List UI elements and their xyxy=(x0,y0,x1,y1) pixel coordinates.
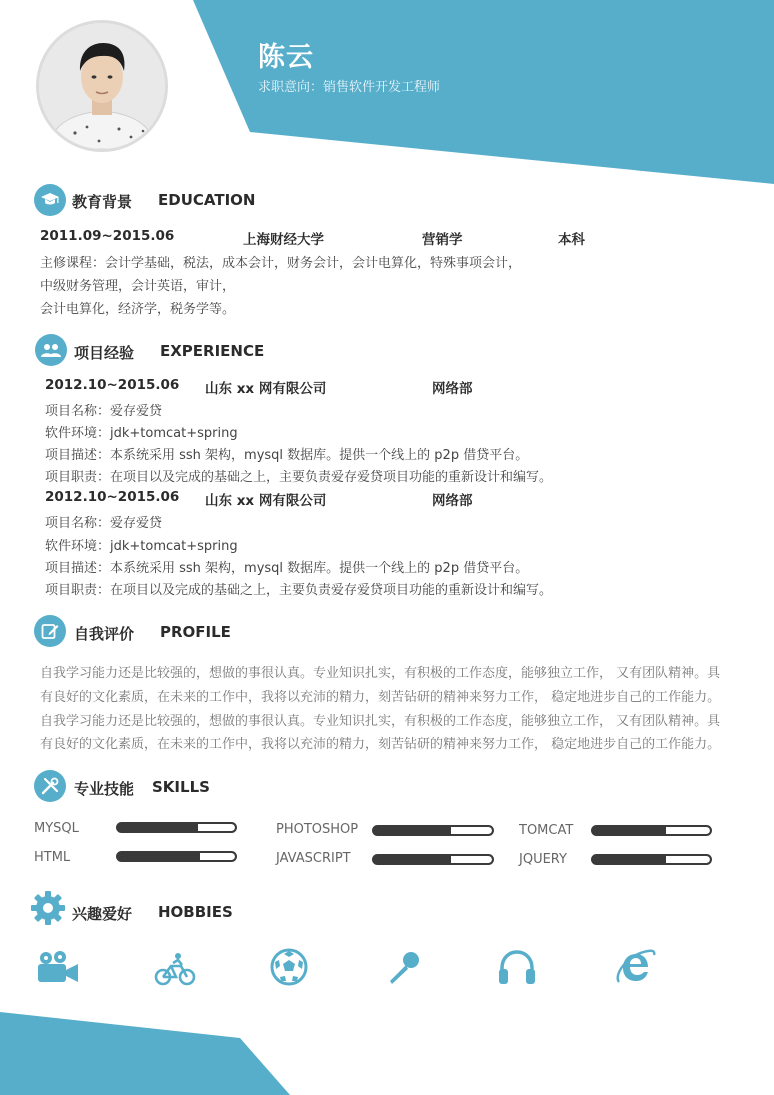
tools-icon xyxy=(34,770,66,802)
skill-bar-tomcat xyxy=(591,825,712,836)
skill-bar-html xyxy=(116,851,237,862)
profile-line: 自我学习能力还是比较强的，想做的事很认真。专业知识扎实，有积极的工作态度，能够独立工作， 又有团队精神。具 xyxy=(40,666,721,681)
job-line: 项目名称：爱存爱贷 xyxy=(45,404,163,419)
skill-label-html: HTML xyxy=(34,850,71,865)
job-line: 项目描述：本系统采用 ssh 架构，mysql 数据库。提供一个线上的 p2p 借贷平台。 xyxy=(45,448,529,463)
job-line: 项目职责：在项目以及完成的基础之上，主要负责爱存爱贷项目功能的重新设计和编写。 xyxy=(45,470,553,485)
job-line: 项目描述：本系统采用 ssh 架构，mysql 数据库。提供一个线上的 p2p 借贷平台。 xyxy=(45,561,529,576)
education-degree: 本科 xyxy=(558,232,585,248)
education-title: 教育背景 xyxy=(72,193,133,211)
profile-title: 自我评价 xyxy=(74,625,135,643)
skill-label-javascript: JAVASCRIPT xyxy=(276,851,351,866)
gear-icon xyxy=(30,890,66,926)
profile-line: 自我学习能力还是比较强的，想做的事很认真。专业知识扎实，有积极的工作态度，能够独立工作， 又有团队精神。具 xyxy=(40,714,721,729)
profile-line: 有良好的文化素质，在未来的工作中，我将以充沛的精力，刻苦钻研的精神来努力工作， 稳定地进步自己的工作能力。 xyxy=(40,690,721,705)
skill-label-jquery: JQUERY xyxy=(519,852,567,867)
experience-title: 项目经验 xyxy=(74,344,135,362)
job-company: 山东 xx 网有限公司 xyxy=(205,381,327,397)
candidate-name: 陈云 xyxy=(258,42,314,73)
internet-explorer-icon xyxy=(614,946,658,992)
job-line: 项目职责：在项目以及完成的基础之上，主要负责爱存爱贷项目功能的重新设计和编写。 xyxy=(45,583,553,598)
job-line: 项目名称：爱存爱贷 xyxy=(45,516,163,531)
education-line: 中级财务管理，会计英语，审计， xyxy=(40,279,236,294)
profile-title-en: PROFILE xyxy=(160,623,231,641)
job-company: 山东 xx 网有限公司 xyxy=(205,493,327,509)
skill-bar-photoshop xyxy=(372,825,494,836)
profile-line: 有良好的文化素质，在未来的工作中，我将以充沛的精力，刻苦钻研的精神来努力工作， 稳定地进步自己的工作能力。 xyxy=(40,737,721,752)
skills-title: 专业技能 xyxy=(74,780,135,798)
microphone-icon xyxy=(386,950,422,990)
graduation-cap-icon xyxy=(34,184,66,216)
skill-label-mysql: MYSQL xyxy=(34,821,79,836)
education-period: 2011.09~2015.06 xyxy=(40,228,175,244)
person-photo-icon xyxy=(39,23,165,149)
skill-bar-javascript xyxy=(372,854,494,865)
job-dept: 网络部 xyxy=(432,493,473,509)
job-period: 2012.10~2015.06 xyxy=(45,489,180,505)
skill-bar-jquery xyxy=(591,854,712,865)
footer-band xyxy=(0,1012,300,1095)
bicycle-icon xyxy=(154,952,196,990)
skill-label-tomcat: TOMCAT xyxy=(519,823,574,838)
job-dept: 网络部 xyxy=(432,381,473,397)
headphones-icon xyxy=(497,948,537,990)
education-school: 上海财经大学 xyxy=(243,232,324,248)
education-line: 主修课程：会计学基础，税法，成本会计，财务会计，会计电算化，特殊事项会计， xyxy=(40,256,522,271)
hobbies-title-en: HOBBIES xyxy=(158,903,233,921)
education-title-en: EDUCATION xyxy=(158,191,256,209)
job-line: 软件环境：jdk+tomcat+spring xyxy=(45,426,238,441)
hobbies-title: 兴趣爱好 xyxy=(72,905,133,923)
job-intent: 求职意向：销售软件开发工程师 xyxy=(258,80,441,95)
skills-title-en: SKILLS xyxy=(152,778,210,796)
people-icon xyxy=(35,334,67,366)
job-period: 2012.10~2015.06 xyxy=(45,377,180,393)
job-line: 软件环境：jdk+tomcat+spring xyxy=(45,539,238,554)
avatar xyxy=(36,20,168,152)
video-camera-icon xyxy=(36,950,80,990)
education-major: 营销学 xyxy=(422,232,463,248)
skill-bar-mysql xyxy=(116,822,237,833)
education-line: 会计电算化，经济学，税务学等。 xyxy=(40,302,236,317)
edit-icon xyxy=(34,615,66,647)
experience-title-en: EXPERIENCE xyxy=(160,342,265,360)
skill-label-photoshop: PHOTOSHOP xyxy=(276,822,359,837)
soccer-ball-icon xyxy=(270,948,308,990)
